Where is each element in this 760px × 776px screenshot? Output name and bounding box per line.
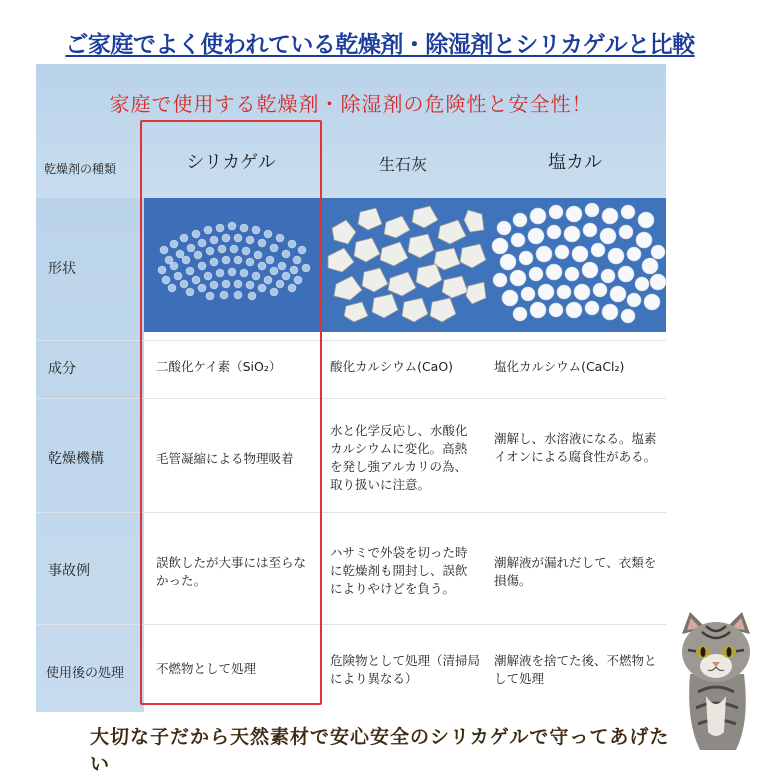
cell-silica-disposal: 不燃物として処理: [156, 661, 257, 676]
cell-calcium-chloride-mechanism: 潮解し、水溶液になる。塩素イオンによる腐食性がある。: [494, 431, 657, 464]
cell-silica-accident: 誤飲したが大事には至らなかった。: [156, 555, 307, 588]
column-header-quicklime: 生石灰: [378, 155, 427, 174]
row-divider: [36, 340, 666, 341]
cell-quicklime-accident: ハサミで外袋を切った時に乾燥剤も開封し、誤飲によりやけどを負う。: [330, 545, 468, 596]
cell-quicklime-composition: 酸化カルシウム(CaO): [330, 359, 454, 374]
column-header-silica-gel: シリカゲル: [186, 152, 276, 173]
column-header-calcium-chloride: 塩カル: [548, 152, 602, 173]
calcium-chloride-pellets-image: [488, 198, 666, 332]
cell-silica-mechanism: 毛管凝縮による物理吸着: [156, 451, 294, 466]
silica-gel-highlight-frame: [140, 120, 322, 705]
quicklime-chunks-image: [322, 198, 488, 332]
cell-quicklime-mechanism: 水と化学反応し、水酸化カルシウムに変化。高熱を発し強アルカリの為、取り扱いに注意。: [330, 423, 468, 492]
row-label-drying-mechanism: 乾燥機構: [48, 451, 104, 467]
page-title: ご家庭でよく使われている乾燥剤・除湿剤とシリカゲルと比較: [65, 32, 695, 58]
cell-calcium-chloride-composition: 塩化カルシウム(CaCl₂): [494, 359, 625, 374]
row-label-shape: 形状: [48, 261, 76, 277]
panel-header: [36, 64, 666, 198]
corner-label: 乾燥剤の種類: [44, 162, 117, 176]
row-divider: [36, 624, 666, 625]
cell-silica-composition: 二酸化ケイ素（SiO₂）: [156, 359, 282, 374]
panel-subtitle: 家庭で使用する乾燥剤・除湿剤の危険性と安全性！: [109, 92, 593, 116]
footer-message: 大切な子だから天然素材で安心安全のシリカゲルで守ってあげたい: [90, 726, 670, 775]
row-label-composition: 成分: [48, 361, 76, 377]
row-label-accident-example: 事故例: [48, 563, 90, 579]
row-label-disposal: 使用後の処理: [46, 666, 125, 681]
row-divider: [36, 512, 666, 513]
row-divider: [36, 398, 666, 399]
cell-quicklime-disposal: 危険物として処理（清掃局により異なる）: [330, 653, 481, 686]
kitten-image: [676, 612, 756, 752]
cell-calcium-chloride-disposal: 潮解液を捨てた後、不燃物として処理: [494, 653, 657, 686]
cell-calcium-chloride-accident: 潮解液が漏れだして、衣類を損傷。: [494, 555, 657, 588]
